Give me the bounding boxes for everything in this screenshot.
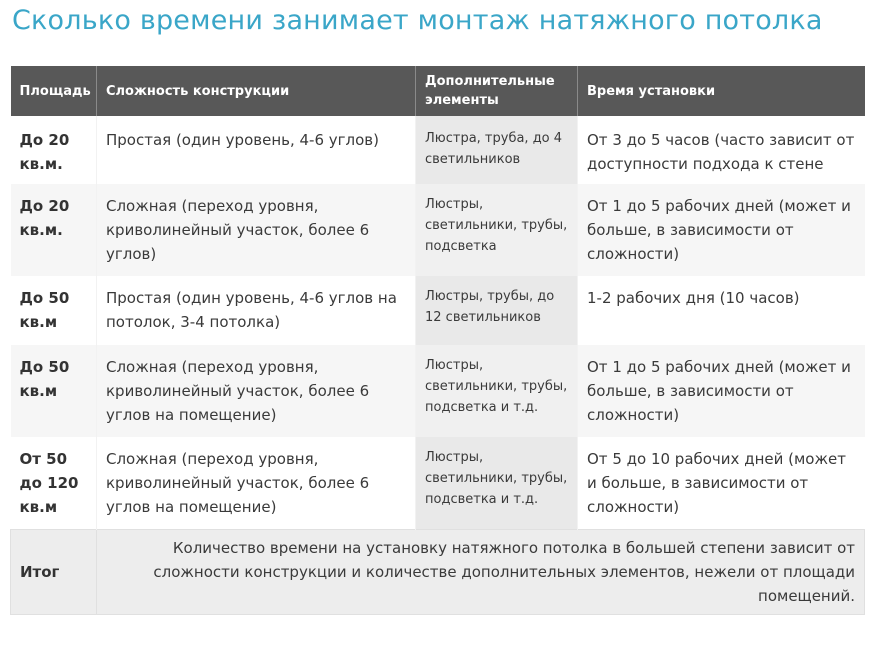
cell-area: До 20 кв.м. xyxy=(11,116,97,184)
summary-text: Количество времени на установку натяжного потолка в большей степени зависит от сложности конструкции и количестве дополнительных элементов, нежели от площади помещений. xyxy=(97,529,865,614)
cell-area: До 20 кв.м. xyxy=(11,184,97,276)
table-row xyxy=(11,276,865,345)
cell-time: От 5 до 10 рабочих дней (может и больше, в зависимости от сложности) xyxy=(578,437,865,529)
cell-time: От 3 до 5 часов (часто зависит от доступности подхода к стене xyxy=(578,116,865,184)
cell-complexity: Простая (один уровень, 4-6 углов на потолок, 3-4 потолка) xyxy=(97,276,416,345)
table-row xyxy=(11,437,865,529)
cell-extras: Люстра, труба, до 4 светильников xyxy=(416,116,578,184)
cell-area: До 50 кв.м xyxy=(11,345,97,437)
cell-extras: Люстры, светильники, трубы, подсветка и т.д. xyxy=(416,345,578,437)
cell-extras: Люстры, светильники, трубы, подсветка и т.д. xyxy=(416,437,578,529)
table-header-row xyxy=(11,66,865,116)
cell-complexity: Сложная (переход уровня, криволинейный участок, более 6 углов на помещение) xyxy=(97,345,416,437)
table-row xyxy=(11,184,865,276)
header-time: Время установки xyxy=(578,66,865,116)
cell-area: От 50 до 120 кв.м xyxy=(11,437,97,529)
installation-time-table xyxy=(10,66,865,615)
summary-row xyxy=(11,529,865,614)
table-row xyxy=(11,345,865,437)
cell-extras: Люстры, трубы, до 12 светильников xyxy=(416,276,578,345)
cell-complexity: Простая (один уровень, 4-6 углов) xyxy=(97,116,416,184)
header-extras: Дополнительные элементы xyxy=(416,66,578,116)
page-title: Сколько времени занимает монтаж натяжного потолка xyxy=(12,5,823,36)
header-complexity: Сложность конструкции xyxy=(97,66,416,116)
cell-time: 1-2 рабочих дня (10 часов) xyxy=(578,276,865,345)
header-area: Площадь xyxy=(11,66,97,116)
cell-complexity: Сложная (переход уровня, криволинейный участок, более 6 углов на помещение) xyxy=(97,437,416,529)
cell-complexity: Сложная (переход уровня, криволинейный участок, более 6 углов) xyxy=(97,184,416,276)
cell-area: До 50 кв.м xyxy=(11,276,97,345)
cell-extras: Люстры, светильники, трубы, подсветка xyxy=(416,184,578,276)
summary-label: Итог xyxy=(11,529,97,614)
table-row xyxy=(11,116,865,184)
cell-time: От 1 до 5 рабочих дней (может и больше, в зависимости от сложности) xyxy=(578,184,865,276)
cell-time: От 1 до 5 рабочих дней (может и больше, в зависимости от сложности) xyxy=(578,345,865,437)
